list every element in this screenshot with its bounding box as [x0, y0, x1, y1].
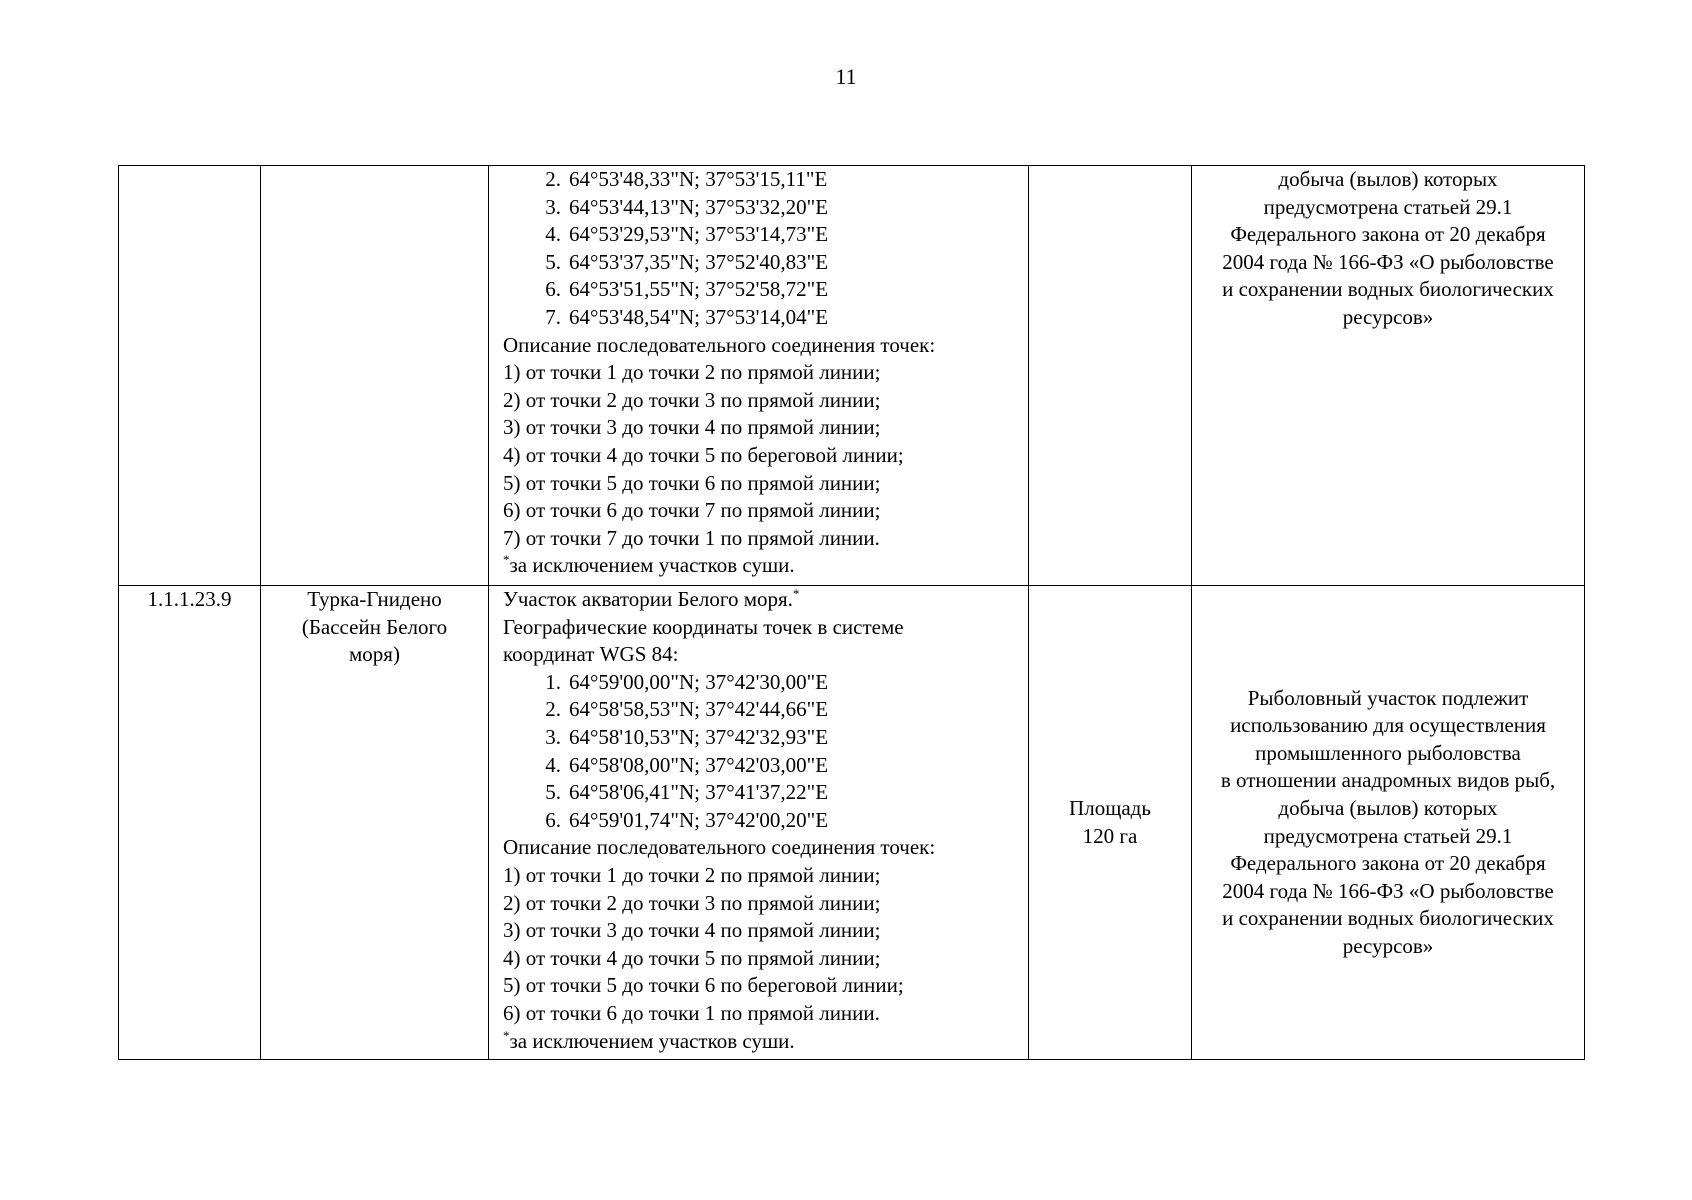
connection-title: Описание последовательного соединения точек:	[503, 835, 936, 860]
note-line: Рыболовный участок подлежит	[1247, 685, 1529, 710]
coordinate-point: 1. 64°59'00,00"N; 37°42'30,00"E	[545, 669, 829, 694]
connection-line: 4) от точки 4 до точки 5 по прямой линии;	[503, 945, 881, 970]
note-line: ресурсов»	[1342, 304, 1434, 329]
coordinate-point: 5. 64°58'06,41"N; 37°41'37,22"E	[545, 780, 829, 805]
connection-title: Описание последовательного соединения точек:	[503, 332, 936, 357]
note-line: добыча (вылов) которых	[1278, 167, 1498, 191]
coordinate-point: 4. 64°58'08,00"N; 37°42'03,00"E	[545, 752, 829, 777]
area-number-cell	[119, 166, 261, 586]
note-line: и сохранении водных биологических	[1222, 906, 1554, 931]
note-line: ресурсов»	[1342, 933, 1434, 958]
area-note-cell	[1192, 586, 1585, 1060]
note-line: промышленного рыболовства	[1255, 740, 1521, 765]
area-name-cell	[261, 586, 489, 1060]
note-line: добыча (вылов) которых	[1278, 795, 1498, 820]
coordinate-point: 6. 64°53'51,55"N; 37°52'58,72"E	[545, 277, 829, 302]
note-line: предусмотрена статьей 29.1	[1263, 823, 1513, 848]
note-line: в отношении анадромных видов рыб,	[1220, 768, 1556, 793]
coordinate-point: 7. 64°53'48,54"N; 37°53'14,04"E	[545, 304, 829, 329]
coordinate-point: 4. 64°53'29,53"N; 37°53'14,73"E	[545, 222, 829, 247]
area-size-cell	[1029, 166, 1192, 586]
area-description-cell	[489, 166, 1029, 586]
area-size-value: 120 га	[1082, 823, 1138, 848]
connection-line: 1) от точки 1 до точки 2 по прямой линии;	[503, 360, 881, 385]
area-name-line: (Бассейн Белого	[301, 614, 448, 639]
connection-line: 2) от точки 2 до точки 3 по прямой линии;	[503, 387, 881, 412]
connection-line: 1) от точки 1 до точки 2 по прямой линии;	[503, 862, 881, 887]
note-line: Федерального закона от 20 декабря	[1230, 851, 1546, 876]
connection-line: 5) от точки 5 до точки 6 по прямой линии;	[503, 470, 881, 495]
note-line: и сохранении водных биологических	[1222, 277, 1554, 302]
area-note-cell	[1192, 166, 1585, 586]
area-size-label: Площадь	[1069, 795, 1151, 820]
note-line: Федерального закона от 20 декабря	[1230, 222, 1546, 247]
coordinate-point: 6. 64°59'01,74"N; 37°42'00,20"E	[545, 807, 829, 832]
coordinate-point: 5. 64°53'37,35"N; 37°52'40,83"E	[545, 249, 829, 274]
coordinate-point: 2. 64°58'58,53"N; 37°42'44,66"E	[545, 697, 829, 722]
connection-line: 4) от точки 4 до точки 5 по береговой линии;	[503, 442, 904, 467]
coordinate-point: 3. 64°58'10,53"N; 37°42'32,93"E	[545, 724, 829, 749]
intro-line: координат WGS 84:	[503, 642, 679, 667]
intro-title: Участок акватории Белого моря.*	[503, 586, 800, 611]
connection-line: 6) от точки 6 до точки 7 по прямой линии;	[503, 498, 881, 523]
connection-line: 3) от точки 3 до точки 4 по прямой линии;	[503, 415, 881, 440]
area-number-cell	[119, 586, 261, 1060]
coordinate-point: 2. 64°53'48,33"N; 37°53'15,11"E	[545, 167, 828, 191]
note-line: предусмотрена статьей 29.1	[1263, 194, 1513, 219]
page-number: 11	[835, 64, 857, 89]
fishing-areas-table	[118, 165, 1585, 1060]
note-line: использованию для осуществления	[1230, 713, 1546, 738]
area-description-cell	[489, 586, 1029, 1060]
area-name-line: моря)	[349, 642, 400, 667]
coordinate-point: 3. 64°53'44,13"N; 37°53'32,20"E	[545, 194, 829, 219]
note-line: 2004 года № 166-ФЗ «О рыболовстве	[1222, 249, 1554, 274]
footnote: *за исключением участков суши.	[503, 552, 795, 578]
footnote: *за исключением участков суши.	[503, 1027, 795, 1053]
area-size-cell	[1029, 586, 1192, 1060]
intro-line: Географические координаты точек в системе	[503, 614, 904, 639]
table-row	[119, 586, 1585, 1060]
table-row	[119, 166, 1585, 586]
area-name-cell	[261, 166, 489, 586]
connection-line: 3) от точки 3 до точки 4 по прямой линии;	[503, 918, 881, 943]
area-number: 1.1.1.23.9	[147, 587, 232, 611]
connection-line: 2) от точки 2 до точки 3 по прямой линии;	[503, 890, 881, 915]
area-name-line: Турка-Гнидено	[307, 587, 442, 611]
connection-line: 6) от точки 6 до точки 1 по прямой линии.	[503, 1000, 880, 1025]
connection-line: 5) от точки 5 до точки 6 по береговой линии;	[503, 973, 904, 998]
connection-line: 7) от точки 7 до точки 1 по прямой линии.	[503, 525, 880, 550]
note-line: 2004 года № 166-ФЗ «О рыболовстве	[1222, 878, 1554, 903]
